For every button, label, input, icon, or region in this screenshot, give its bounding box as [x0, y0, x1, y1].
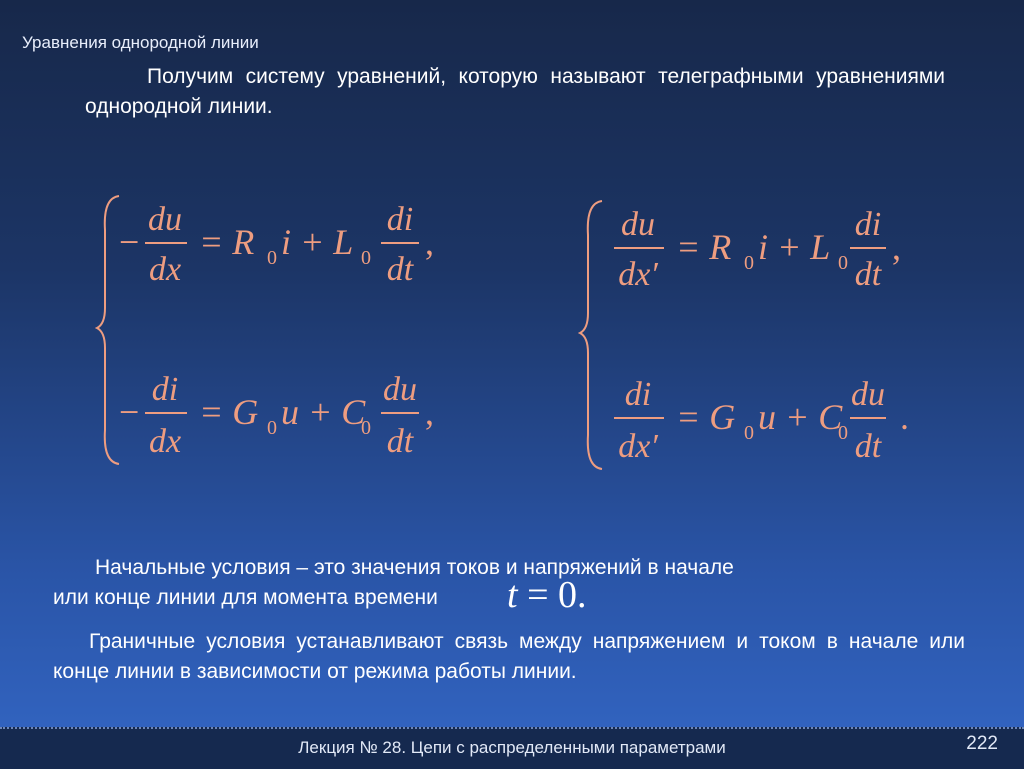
left-eq2-rhs-b: u + C: [281, 392, 366, 432]
right-eq2-lhs-den: dx′: [618, 428, 658, 465]
right-eq2-lhs-num: di: [624, 376, 652, 413]
right-eq1-rhs-b: i + L: [758, 227, 831, 267]
right-eq1-frac-den: dt: [854, 256, 882, 293]
time-equation: [507, 573, 587, 617]
left-eq2-lhs-den: dx: [148, 423, 182, 460]
left-system-brace: [97, 196, 119, 464]
left-equation-system: [95, 190, 475, 470]
left-eq2-frac-den: dt: [386, 423, 414, 460]
left-eq1-lhs-den: dx: [148, 251, 182, 288]
right-eq1-frac-num: di: [854, 206, 882, 243]
initial-conditions-line2: или конце линии для момента времени: [53, 586, 438, 609]
footer-text: Лекция № 28. Цепи с распределенными параметрами: [298, 738, 726, 757]
right-eq2-rhs-b: u + C: [758, 397, 843, 437]
left-eq1-lhs-num: du: [148, 201, 182, 238]
page-number: 222: [966, 733, 998, 754]
right-eq1-sub-b: 0: [838, 252, 848, 274]
left-eq1-frac-num: di: [386, 201, 414, 238]
left-eq1-sign: −: [119, 222, 140, 262]
intro-text: Получим систему уравнений, которую называют телеграфными уравнениями однородной линии.: [85, 65, 945, 118]
left-eq1-rhs-b: i + L: [281, 222, 354, 262]
slide-title: Уравнения однородной линии: [22, 33, 259, 52]
left-eq1-end: ,: [425, 222, 434, 262]
right-eq1-lhs-num: du: [621, 206, 655, 243]
right-eq2-frac-den: dt: [854, 428, 882, 465]
right-equation-system: [578, 195, 958, 475]
right-eq2-sub-a: 0: [744, 422, 754, 444]
boundary-conditions-text: Граничные условия устанавливают связь между напряжением и током в начале или конце линии в зависимости от режима работы линии.: [53, 630, 965, 683]
right-eq1-rhs-a: = R: [676, 227, 732, 267]
right-system-brace: [580, 201, 602, 469]
left-eq2-frac-num: du: [383, 371, 417, 408]
boundary-conditions-paragraph: [53, 627, 965, 687]
left-eq2-sign: −: [119, 392, 140, 432]
left-eq1-frac-den: dt: [386, 251, 414, 288]
time-variable: t: [507, 574, 518, 616]
left-eq2-sub-a: 0: [267, 417, 277, 439]
right-eq1-sub-a: 0: [744, 252, 754, 274]
left-eq1-rhs-a: = R: [199, 222, 255, 262]
left-eq2-sub-b: 0: [361, 417, 371, 439]
intro-paragraph: [85, 62, 945, 122]
right-eq2-frac-num: du: [851, 376, 885, 413]
left-eq1-sub-b: 0: [361, 247, 371, 269]
initial-conditions-paragraph: [53, 553, 883, 613]
left-eq2-rhs-a: = G: [199, 392, 259, 432]
initial-conditions-line1: Начальные условия – это значения токов и напряжений в начале: [95, 556, 734, 579]
time-equals-zero: = 0.: [517, 574, 587, 616]
left-eq2-end: ,: [425, 392, 434, 432]
right-eq2-end: .: [900, 397, 909, 437]
left-eq2-lhs-num: di: [151, 371, 179, 408]
right-eq1-lhs-den: dx′: [618, 256, 658, 293]
right-eq2-rhs-a: = G: [676, 397, 736, 437]
left-eq1-sub-a: 0: [267, 247, 277, 269]
right-eq1-end: ,: [892, 227, 901, 267]
right-eq2-sub-b: 0: [838, 422, 848, 444]
